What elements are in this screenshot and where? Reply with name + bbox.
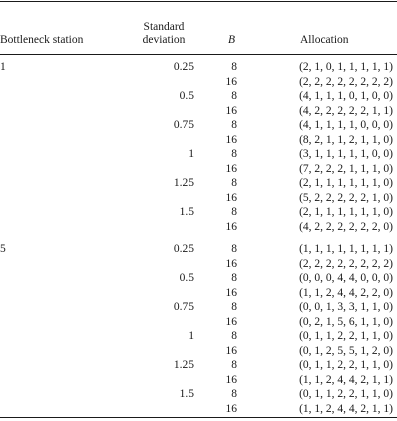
cell-allocation: (2, 2, 2, 2, 2, 2, 2, 2) bbox=[299, 257, 393, 270]
cell-allocation: (0, 0, 0, 4, 4, 0, 0, 0) bbox=[299, 272, 393, 284]
cell-allocation: (1, 1, 2, 4, 4, 2, 1, 1) bbox=[299, 373, 393, 386]
cell-b: 16 bbox=[225, 191, 237, 204]
cell-allocation: (4, 1, 1, 1, 0, 1, 0, 0) bbox=[299, 90, 393, 102]
cell-b: 16 bbox=[225, 315, 237, 328]
cell-allocation: (2, 1, 0, 1, 1, 1, 1, 1) bbox=[299, 61, 393, 73]
cell-std-dev: 1.25 bbox=[173, 177, 194, 189]
cell-std-dev: 0.25 bbox=[173, 61, 194, 73]
cell-b: 8 bbox=[231, 243, 237, 255]
cell-std-dev: 0.75 bbox=[173, 119, 194, 131]
cell-std-dev: 0.5 bbox=[179, 90, 194, 102]
cell-allocation: (3, 1, 1, 1, 1, 1, 0, 0) bbox=[299, 148, 393, 160]
cell-b: 8 bbox=[231, 359, 237, 371]
cell-b: 8 bbox=[231, 330, 237, 342]
cell-b: 8 bbox=[231, 177, 237, 189]
cell-b: 16 bbox=[225, 133, 237, 146]
cell-allocation: (0, 2, 1, 5, 6, 1, 1, 0) bbox=[299, 315, 393, 328]
cell-allocation: (2, 1, 1, 1, 1, 1, 1, 0) bbox=[299, 177, 393, 189]
cell-station: 1 bbox=[0, 61, 6, 73]
header-standard-deviation-line1: Standard bbox=[143, 21, 185, 33]
cell-b: 16 bbox=[225, 373, 237, 386]
cell-b: 8 bbox=[231, 90, 237, 102]
cell-allocation: (0, 1, 1, 2, 2, 1, 1, 0) bbox=[299, 359, 393, 371]
cell-allocation: (7, 2, 2, 2, 1, 1, 1, 0) bbox=[299, 162, 393, 175]
cell-std-dev: 1.25 bbox=[173, 359, 194, 371]
cell-allocation: (5, 2, 2, 2, 2, 2, 1, 0) bbox=[299, 191, 393, 204]
cell-b: 16 bbox=[225, 402, 237, 415]
header-b: B bbox=[228, 34, 236, 46]
cell-b: 8 bbox=[231, 119, 237, 131]
cell-allocation: (4, 2, 2, 2, 2, 2, 1, 1) bbox=[299, 104, 393, 117]
cell-allocation: (4, 1, 1, 1, 1, 0, 0, 0) bbox=[299, 119, 393, 131]
cell-b: 16 bbox=[225, 257, 237, 270]
cell-b: 8 bbox=[231, 61, 237, 73]
cell-b: 16 bbox=[225, 104, 237, 117]
cell-allocation: (8, 2, 1, 1, 2, 1, 1, 0) bbox=[299, 133, 393, 146]
top-rule bbox=[0, 1, 397, 2]
header-standard-deviation-line2: deviation bbox=[142, 34, 186, 46]
cell-std-dev: 1.5 bbox=[179, 388, 194, 400]
cell-b: 16 bbox=[225, 220, 237, 233]
cell-b: 16 bbox=[225, 286, 237, 299]
cell-b: 8 bbox=[231, 272, 237, 284]
cell-b: 8 bbox=[231, 301, 237, 313]
header-bottleneck-station: Bottleneck station bbox=[0, 34, 84, 46]
cell-b: 16 bbox=[225, 344, 237, 357]
cell-allocation: (0, 1, 1, 2, 2, 1, 1, 0) bbox=[299, 388, 393, 400]
cell-std-dev: 0.5 bbox=[179, 272, 194, 284]
cell-allocation: (0, 0, 1, 3, 3, 1, 1, 0) bbox=[299, 301, 393, 313]
cell-allocation: (1, 1, 1, 1, 1, 1, 1, 1) bbox=[299, 243, 393, 255]
cell-std-dev: 1 bbox=[188, 148, 194, 160]
cell-allocation: (2, 1, 1, 1, 1, 1, 1, 0) bbox=[299, 206, 393, 218]
header-rule bbox=[0, 54, 397, 55]
cell-b: 16 bbox=[225, 162, 237, 175]
cell-allocation: (4, 2, 2, 2, 2, 2, 2, 0) bbox=[299, 220, 393, 233]
cell-b: 8 bbox=[231, 148, 237, 160]
cell-std-dev: 1.5 bbox=[179, 206, 194, 218]
cell-allocation: (2, 2, 2, 2, 2, 2, 2, 2) bbox=[299, 75, 393, 88]
cell-allocation: (1, 1, 2, 4, 4, 2, 2, 0) bbox=[299, 286, 393, 299]
cell-allocation: (1, 1, 2, 4, 4, 2, 1, 1) bbox=[299, 402, 393, 415]
cell-std-dev: 0.25 bbox=[173, 243, 194, 255]
cell-b: 8 bbox=[231, 206, 237, 218]
cell-b: 8 bbox=[231, 388, 237, 400]
cell-std-dev: 0.75 bbox=[173, 301, 194, 313]
cell-allocation: (0, 1, 1, 2, 2, 1, 1, 0) bbox=[299, 330, 393, 342]
cell-station: 5 bbox=[0, 243, 6, 255]
cell-b: 16 bbox=[225, 75, 237, 88]
bottom-rule bbox=[0, 417, 397, 418]
cell-std-dev: 1 bbox=[188, 330, 194, 342]
cell-allocation: (0, 1, 2, 5, 5, 1, 2, 0) bbox=[299, 344, 393, 357]
header-allocation: Allocation bbox=[300, 34, 349, 46]
